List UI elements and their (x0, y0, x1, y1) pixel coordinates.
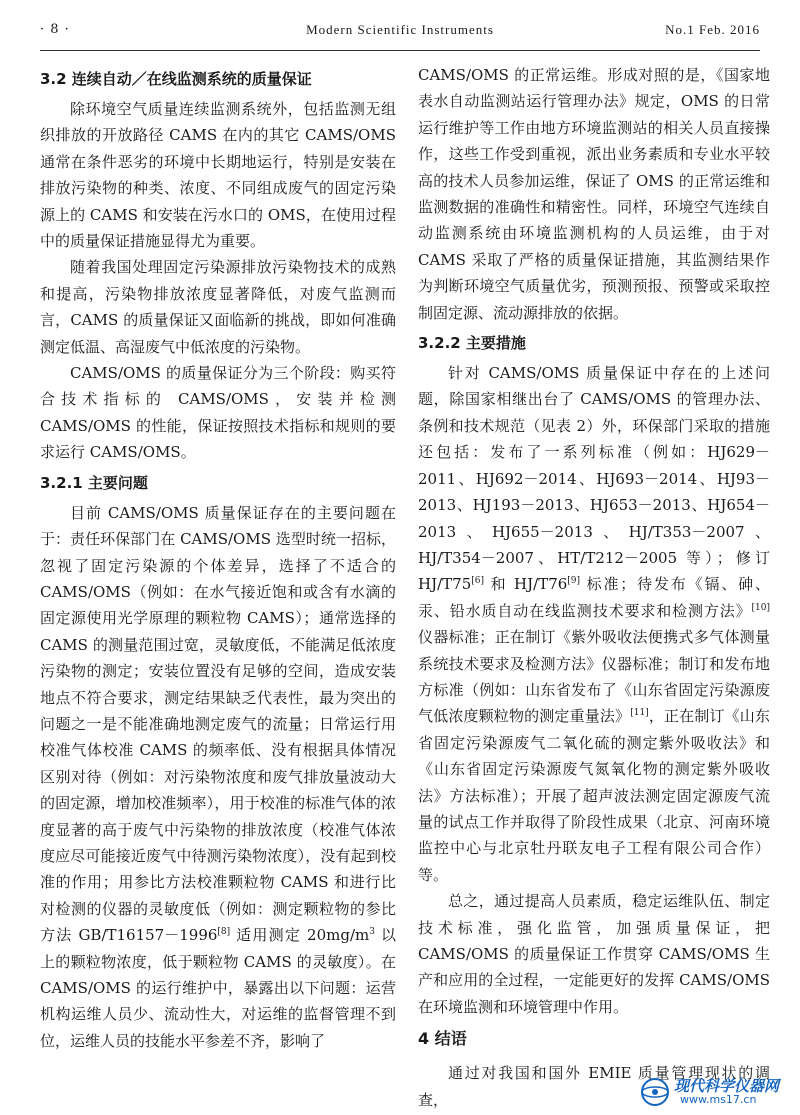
watermark-url: www.ms17.cn (680, 1093, 757, 1106)
paragraph: CAMS/OMS 的正常运维。形成对照的是，《国家地表水自动监测站运行管理办法》规定，OMS 的日常运行维护等工作由地方环境监测站的相关人员直接操作，这些工作受到重视，派出业务素质和专业水平较高的技术人员参加运维，保证了 OMS 的正常运维和监测数据的准确性和精密性。同样，环境空气连续自动监测系统由环境监测机构的人员运维，由于对 CAMS 采取了严格的质量保证措施，其监测结果作为判断环境空气质量优劣，预测预报、预警或采取控制固定源、流动源排放的依据。 (418, 66, 770, 322)
section-heading-3-2: 3.2 连续自动／在线监测系统的质量保证 (40, 70, 312, 88)
paragraph: 通过对我国和国外 EMIE 质量管理现状的调查， (418, 1064, 770, 1109)
citation: [10] (751, 602, 770, 613)
superscript: 3 (369, 927, 375, 938)
paragraph: 总之，通过提高人员素质，稳定运维队伍、制定技术标准，强化监管，加强质量保证，把 CAMS/OMS 的质量保证工作贯穿 CAMS/OMS 生产和应用的全过程，一定能更好的发挥 CAMS/OMS 在环境监测和环境管理中作用。 (418, 892, 770, 1016)
citation: [6] (471, 576, 484, 587)
watermark-name: 现代科学仪器网 (674, 1077, 780, 1095)
text-run: 仪器标准；正在制订《紫外吸收法便携式多气体测量系统技术要求及检测方法》仪器标准；制订和发布地方标准（例如：山东省发布了《山东省固定污染源废气低浓度颗粒物的测定重量法》 (418, 628, 770, 726)
left-column (40, 62, 396, 1054)
site-watermark (640, 1075, 790, 1109)
section-heading-4: 4 结语 (418, 1029, 467, 1049)
citation: [11] (630, 708, 649, 719)
paragraph: CAMS/OMS 的质量保证分为三个阶段：购买符合技术指标的 CAMS/OMS，安装并检测 CAMS/OMS 的性能，保证按照技术指标和规则的要求运行 CAMS/OMS。 (40, 364, 396, 462)
paragraph: 随着我国处理固定污染源排放污染物技术的成熟和提高，污染物排放浓度显著降低，对废气监测而言，CAMS 的质量保证又面临新的挑战，即如何准确测定低温、高湿废气中低浓度的污染物。 (40, 258, 396, 356)
citation: [9] (567, 576, 581, 587)
page-number: · 8 · (40, 22, 70, 37)
text-run: 目前 CAMS/OMS 质量保证存在的主要问题在于：责任环保部门在 CAMS/OMS 选型时统一招标，忽视了固定污染源的个体差异，选择了不适合的 CAMS/OMS（例如：在水气接近饱和或含有水滴的固定源使用光学原理的颗粒物 CAMS）；通常选择的 CAMS 的测量范围过宽，灵敏度低，不能满足低浓度污染物的测定；安装位置没有足够的空间，造成安装地点不符合要求，测定结果缺乏代表性，最为突出的问题之一是不能准确地测定废气的流量；日常运行用校准气体校准 CAMS 的频率低、没有根据具体情况区别对待（例如：对污染物浓度和废气排放量波动大的固定源，增加校准频率），用于校准的标准气体的浓度显著的高于废气中污染物的排放浓度（校准气体浓度应尽可能接近废气中待测污染物浓度），没有起到校准的作用；用参比方法校准颗粒物 CAMS 和进行比对检测的仪器的灵敏度低（例如：测定颗粒物的参比方法 GB/T16157－1996 (40, 503, 396, 945)
issue-info: No.1 Feb. 2016 (665, 22, 760, 37)
text-run: 和 HJ/T76 (484, 575, 568, 594)
paragraph (418, 360, 770, 888)
right-column (418, 62, 770, 1113)
text-run: 标准；待发布《镉、砷、汞、铅水质自动在线监测技术要求和检测方法》 (418, 575, 770, 620)
journal-title: Modern Scientific Instruments (306, 22, 494, 37)
citation: [8] (217, 927, 231, 938)
section-heading-3-2-1: 3.2.1 主要问题 (40, 473, 148, 492)
header-rule (40, 50, 760, 51)
text-run: ，正在制订《山东省固定污染源废气二氧化硫的测定紫外吸收法》和《山东省固定污染源废气氮氧化物的测定紫外吸收法》方法标准）；开展了超声波法测定固定源废气流量的试点工作并取得了阶段性成果（北京、河南环境监控中心与北京牡丹联友电子工程有限公司合作）等。 (418, 707, 770, 884)
page-header (40, 22, 760, 44)
text-run: 针对 CAMS/OMS 质量保证中存在的上述问题，除国家相继出台了 CAMS/OMS 的管理办法、条例和技术规范（见表 2）外，环保部门采取的措施还包括：发布了一系列标准（例如：HJ629－2011、HJ692－2014、HJ693－2014、HJ93－2013、HJ193－2013、HJ653－2013、HJ654－2013、HJ655－2013、HJ/T353－2007、HJ/T354－2007、HT/T212－2005 等）；修订 HJ/T75 (418, 364, 770, 594)
paragraph (40, 500, 396, 1055)
watermark-logo-icon (640, 1077, 670, 1107)
section-heading-3-2-2: 3.2.2 主要措施 (418, 334, 526, 353)
text-run: 以上的颗粒物浓度，低于颗粒物 CAMS 的灵敏度）。在 CAMS/OMS 的运行维护中，暴露出以下问题：运营机构运维人员少、流动性大，对运维的监督管理不到位，运维人员的技能水平参差不齐，影响了 (40, 926, 396, 1050)
paragraph: 除环境空气质量连续监测系统外，包括监测无组织排放的开放路径 CAMS 在内的其它 CAMS/OMS 通常在条件恶劣的环境中长期地运行，特别是安装在排放污染物的种类、浓度、不同组成废气的固定污染源上的 CAMS 和安装在污水口的 OMS，在使用过程中的质量保证措施显得尤为重要。 (40, 100, 396, 251)
text-run: 适用测定 20mg/m (230, 926, 370, 945)
